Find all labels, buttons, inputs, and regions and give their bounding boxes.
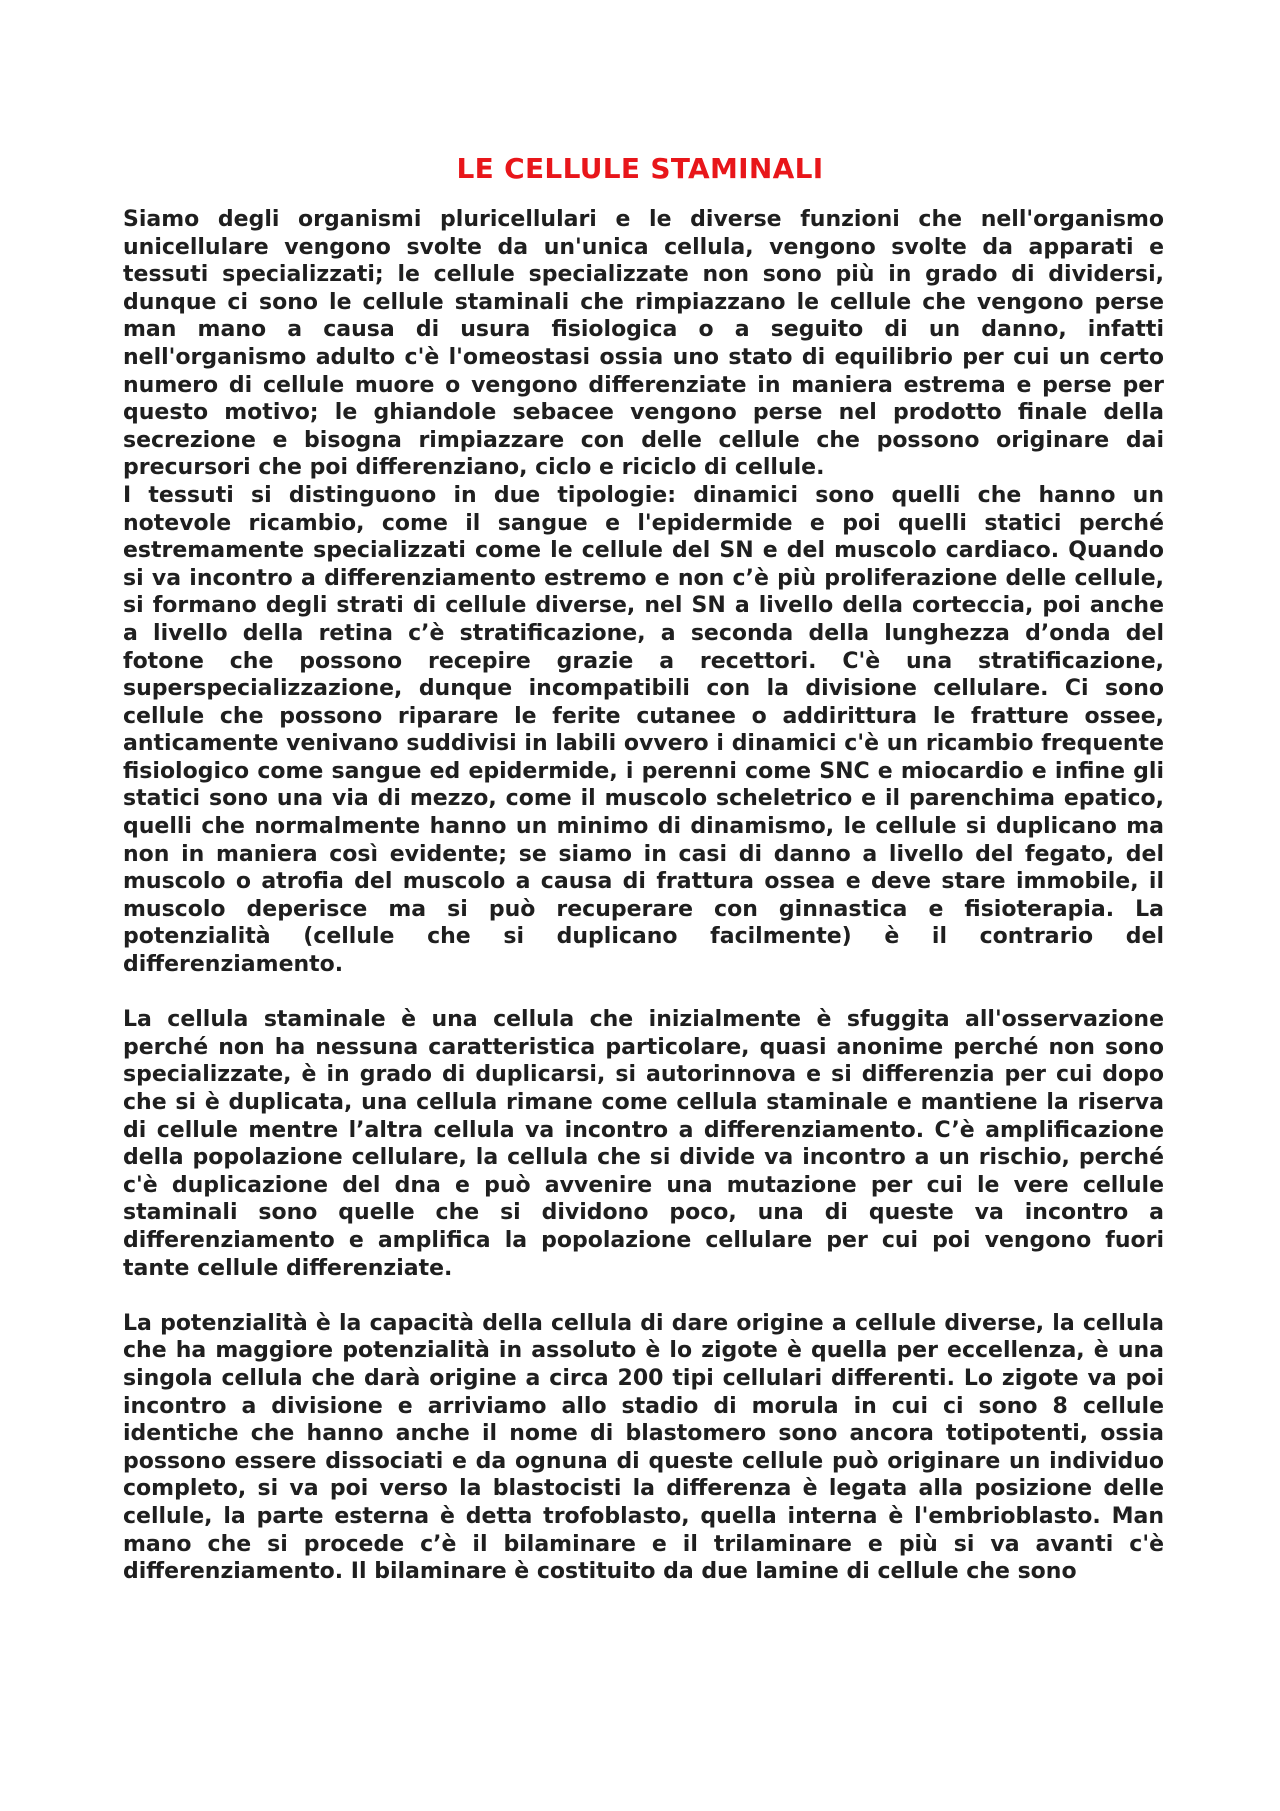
document-title: LE CELLULE STAMINALI (456, 152, 824, 185)
document-body (123, 206, 1164, 1586)
paragraph-2: I tessuti si distinguono in due tipologie: dinamici sono quelli che hanno un notevole ricambio, come il sangue e l'epidermide e poi quelli statici perché estremamente specializzati come le cellule del SN e del muscolo cardiaco. Quando si va incontro a differenziamento estremo e non c’è più proliferazione delle cellule, si formano degli strati di cellule diverse, nel SN a livello della corteccia, poi anche a livello della retina c’è stratificazione, a seconda della lunghezza d’onda del fotone che possono recepire grazie a recettori. C'è una stratificazione, superspecializzazione, dunque incompatibili con la divisione cellulare. Ci sono cellule che possono riparare le ferite cutanee o addirittura le fratture ossee, anticamente venivano suddivisi in labili ovvero i dinamici c'è un ricambio frequente fisiologico come sangue ed epidermide, i perenni come SNC e miocardio e infine gli statici sono una via di mezzo, come il muscolo scheletrico e il parenchima epatico, quelli che normalmente hanno un minimo di dinamismo, le cellule si duplicano ma non in maniera così evidente; se siamo in casi di danno a livello del fegato, del muscolo o atrofia del muscolo a causa di frattura ossea e deve stare immobile, il muscolo deperisce ma si può recuperare con ginnastica e fisioterapia. La potenzialità (cellule che si duplicano facilmente) è il contrario del differenziamento. (123, 482, 1164, 978)
paragraph-3: La cellula staminale è una cellula che inizialmente è sfuggita all'osservazione perché non ha nessuna caratteristica particolare, quasi anonime perché non sono specializzate, è in grado di duplicarsi, si autorinnova e si differenzia per cui dopo che si è duplicata, una cellula rimane come cellula staminale e mantiene la riserva di cellule mentre l’altra cellula va incontro a differenziamento. C’è amplificazione della popolazione cellulare, la cellula che si divide va incontro a un rischio, perché c'è duplicazione del dna e può avvenire una mutazione per cui le vere cellule staminali sono quelle che si dividono poco, una di queste va incontro a differenziamento e amplifica la popolazione cellulare per cui poi vengono fuori tante cellule differenziate. (123, 1007, 1164, 1281)
paragraph-4: La potenzialità è la capacità della cellula di dare origine a cellule diverse, la cellula che ha maggiore potenzialità in assoluto è lo zigote è quella per eccellenza, è una singola cellula che darà origine a circa 200 tipi cellulari differenti. Lo zigote va poi incontro a divisione e arriviamo allo stadio di morula in cui ci sono 8 cellule identiche che hanno anche il nome di blastomero sono ancora totipotenti, ossia possono essere dissociati e da ognuna di queste cellule può originare un individuo completo, si va poi verso la blastocisti la differenza è legata alla posizione delle cellule, la parte esterna è detta trofoblasto, quella interna è l'embrioblasto. Man mano che si procede c’è il bilaminare e il trilaminare e più si va avanti c'è differenziamento. Il bilaminare è costituito da due lamine di cellule che sono (123, 1310, 1164, 1585)
paragraph-1: Siamo degli organismi pluricellulari e le diverse funzioni che nell'organismo unicellulare vengono svolte da un'unica cellula, vengono svolte da apparati e tessuti specializzati; le cellule specializzate non sono più in grado di dividersi, dunque ci sono le cellule staminali che rimpiazzano le cellule che vengono perse man mano a causa di usura fisiologica o a seguito di un danno, infatti nell'organismo adulto c'è l'omeostasi ossia uno stato di equilibrio per cui un certo numero di cellule muore o vengono differenziate in maniera estrema e perse per questo motivo; le ghiandole sebacee vengono perse nel prodotto finale della secrezione e bisogna rimpiazzare con delle cellule che possono originare dai precursori che poi differenziano, ciclo e riciclo di cellule. (123, 207, 1164, 481)
